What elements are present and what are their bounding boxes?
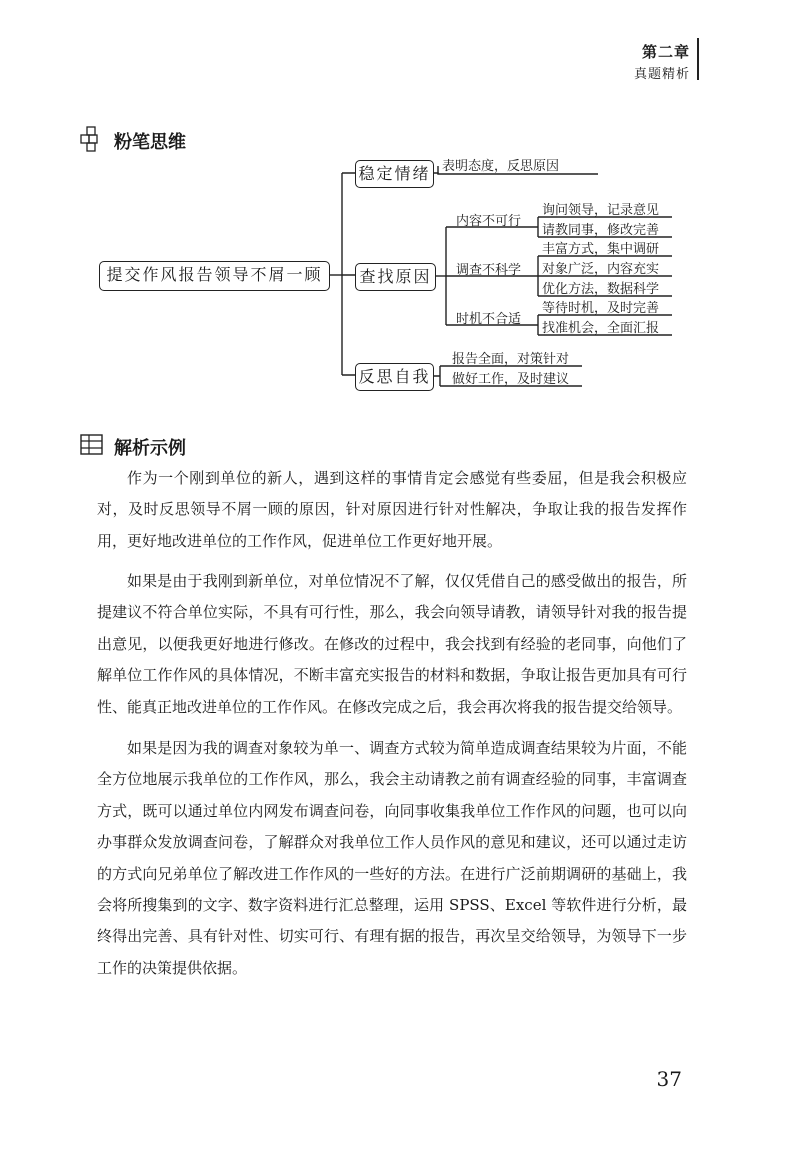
mindmap-leaf: 询问领导，记录意见 bbox=[542, 203, 660, 218]
mindmap-group-label: 调查不科学 bbox=[456, 263, 522, 278]
mindmap-group-label: 时机不合适 bbox=[456, 312, 522, 327]
mindmap-leaf: 做好工作，及时建议 bbox=[452, 372, 570, 387]
mindmap-branch-reflect: 反思自我 bbox=[355, 363, 434, 391]
chapter-label: 第二章 bbox=[641, 43, 690, 61]
paragraph: 作为一个刚到单位的新人，遇到这样的事情肯定会感觉有些委屈，但是我会积极应对，及时反思领导不屑一顾的原因，针对原因进行针对性解决，争取让我的报告发挥作用，更好地改进单位的工作作风，促进单位工作更好地开展。 bbox=[97, 469, 687, 550]
mindmap-leaf: 报告全面，对策针对 bbox=[452, 352, 570, 367]
mindmap-connectors bbox=[0, 0, 800, 420]
section-title-thinking: 粉笔思维 bbox=[114, 132, 186, 153]
section-table-icon bbox=[80, 434, 104, 456]
mindmap-leaf: 对象广泛，内容充实 bbox=[542, 262, 660, 277]
mindmap-leaf: 丰富方式，集中调研 bbox=[542, 242, 660, 257]
section-title-analysis: 解析示例 bbox=[114, 438, 186, 459]
mindmap-group-label: 内容不可行 bbox=[456, 214, 522, 229]
mindmap-branch-stabilize: 稳定情绪 bbox=[355, 160, 434, 188]
paragraph: 如果是由于我刚到新单位，对单位情况不了解，仅仅凭借自己的感受做出的报告，所提建议不符合单位实际，不具有可行性，那么，我会向领导请教，请领导针对我的报告提出意见，以便我更好地进行修改。在修改的过程中，我会找到有经验的老同事，向他们了解单位工作作风的具体情况，不断丰富充实报告的材料和数据，争取让报告更加具有可行性、能真正地改进单位的工作作风。在修改完成之后，我会再次将我的报告提交给领导。 bbox=[97, 572, 687, 716]
mindmap-branch-find-cause: 查找原因 bbox=[355, 263, 436, 291]
paragraph: 如果是因为我的调查对象较为单一、调查方式较为简单造成调查结果较为片面，不能全方位地展示我单位的工作作风，那么，我会主动请教之前有调查经验的同事，丰富调查方式，既可以通过单位内网发布调查问卷，向同事收集我单位工作作风的问题，也可以向办事群众发放调查问卷，了解群众对我单位工作人员作风的意见和建议，还可以通过走访的方式向兄弟单位了解改进工作作风的一些好的方法。在进行广泛前期调研的基础上，我会将所搜集到的文字、数字资料进行汇总整理，运用 SPSS、Excel 等软件进行分析，最终得出完善、具有针对性、切实可行、有理有据的报告，再次呈交给领导，为领导下一步工作的决策提供依据。 bbox=[97, 739, 687, 977]
mindmap-leaf: 优化方法，数据科学 bbox=[542, 282, 660, 297]
chapter-subtitle: 真题精析 bbox=[633, 67, 690, 82]
mindmap-leaf: 找准机会，全面汇报 bbox=[542, 321, 660, 336]
mindmap-leaf: 表明态度，反思原因 bbox=[442, 159, 560, 174]
page-number: 37 bbox=[656, 1067, 682, 1091]
mindmap-root: 提交作风报告领导不屑一顾 bbox=[99, 261, 330, 291]
mindmap-leaf: 等待时机，及时完善 bbox=[542, 301, 660, 316]
mindmap-leaf: 请教同事，修改完善 bbox=[542, 223, 660, 238]
